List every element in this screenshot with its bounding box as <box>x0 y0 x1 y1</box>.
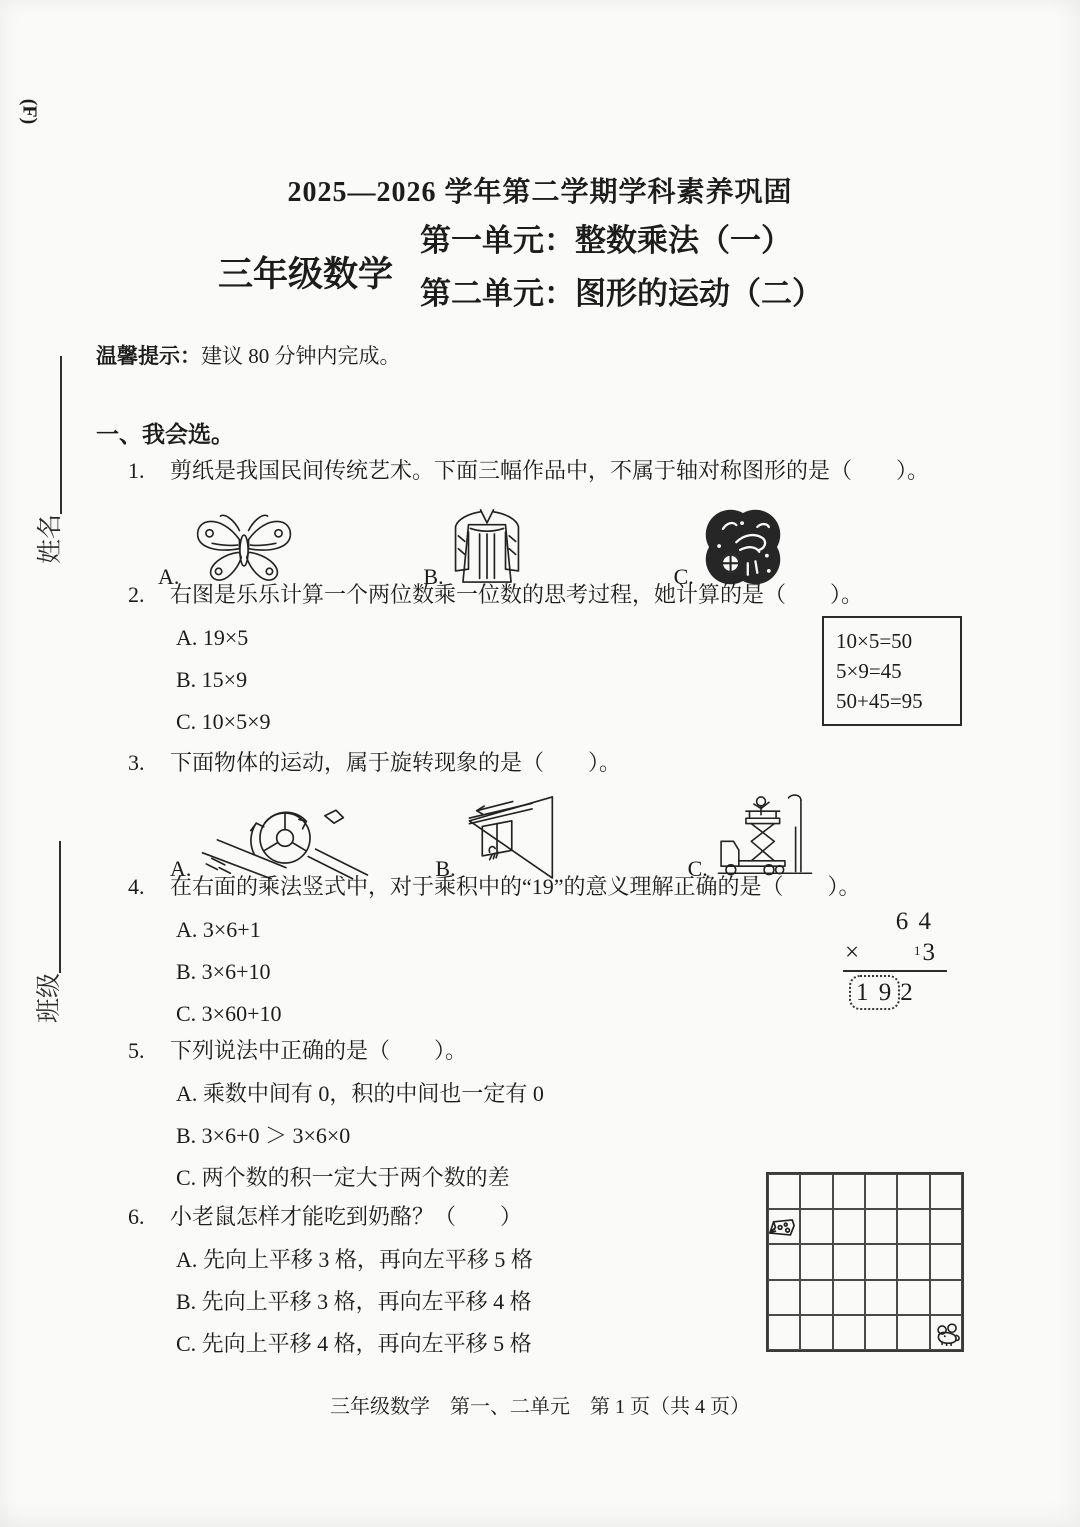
calculation-step: 10×5=50 <box>836 629 913 653</box>
option-b: B. 15×9 <box>176 667 248 692</box>
tip-line <box>96 340 401 370</box>
grid-cell <box>865 1174 897 1209</box>
grid-cell <box>865 1280 897 1315</box>
grid-cell <box>768 1315 800 1350</box>
option-a-label: A. <box>158 564 180 589</box>
corner-mark: (F) <box>18 98 41 125</box>
grid-cell <box>930 1280 962 1315</box>
option-b: B. 先向上平移 3 格，再向左平移 4 格 <box>176 1289 532 1314</box>
grid-cell <box>800 1315 832 1350</box>
class-blank-line <box>33 841 61 973</box>
multiplier: 3 <box>922 939 935 966</box>
option-c: C. 10×5×9 <box>176 709 271 734</box>
name-field <box>30 344 66 564</box>
grid-cell <box>897 1174 929 1209</box>
question-text: 下面物体的运动，属于旋转现象的是（ ）。 <box>170 750 622 775</box>
multiply-operator: × <box>845 939 860 966</box>
grid-cell <box>897 1244 929 1279</box>
option-b-group <box>423 502 523 590</box>
grid-cell <box>833 1280 865 1315</box>
question-number: 3. <box>128 750 145 775</box>
steering-wheel-image <box>197 794 373 882</box>
option-c: C. 两个数的积一定大于两个数的差 <box>176 1165 510 1190</box>
grid-cell <box>833 1174 865 1209</box>
calculation-step: 50+45=95 <box>836 689 923 713</box>
grid-cell <box>865 1315 897 1350</box>
multiplicand: 6 4 <box>895 908 933 935</box>
option-b-label: B. <box>423 564 444 589</box>
unit-titles <box>420 214 823 320</box>
option-c-group <box>688 790 816 882</box>
option-a: A. 乘数中间有 0，积的中间也一定有 0 <box>176 1081 544 1106</box>
name-label: 姓名 <box>37 513 64 564</box>
grid-cell <box>800 1280 832 1315</box>
question-1-images <box>128 494 988 590</box>
question-number: 1. <box>128 458 145 483</box>
grid-cell <box>865 1244 897 1279</box>
option-a: A. 先向上平移 3 格，再向左平移 5 格 <box>176 1247 533 1272</box>
unit-title-2: 第二单元：图形的运动（二） <box>420 276 823 311</box>
option-b-group <box>435 792 567 882</box>
horse-papercut-image <box>700 504 786 590</box>
question-number: 6. <box>128 1204 145 1229</box>
subject-title: 三年级数学 <box>218 255 394 294</box>
grid-cell <box>768 1174 800 1209</box>
option-c: C. 先向上平移 4 格，再向左平移 5 格 <box>176 1331 532 1356</box>
grid-cell <box>930 1209 962 1244</box>
question-text: 右图是乐乐计算一个两位数乘一位数的思考过程，她计算的是（ ）。 <box>170 582 864 607</box>
option-c-label: C. <box>687 856 708 881</box>
grid-cell <box>930 1174 962 1209</box>
product-highlight: 1 9 <box>849 975 900 1010</box>
question-text: 在右面的乘法竖式中，对于乘积中的“19”的意义理解正确的是（ ）。 <box>170 874 861 899</box>
question-6-grid-figure <box>766 1172 964 1352</box>
grid-cell <box>865 1209 897 1244</box>
section-title: 一、我会选。 <box>96 422 234 447</box>
question-6 <box>128 1202 748 1358</box>
option-c-label: C. <box>673 564 694 589</box>
option-a: A. 3×6+1 <box>176 917 261 942</box>
option-a: A. 19×5 <box>176 625 249 650</box>
question-text: 下列说法中正确的是（ ）。 <box>170 1038 468 1063</box>
product-tail: 2 <box>900 979 913 1006</box>
mouse-icon <box>934 1323 961 1346</box>
option-c: C. 3×60+10 <box>176 1001 282 1026</box>
grid-cell <box>930 1244 962 1279</box>
name-blank-line <box>34 356 62 514</box>
cheese-icon <box>768 1216 796 1237</box>
question-1 <box>128 456 988 590</box>
grid-cell <box>800 1209 832 1244</box>
grid-cell <box>768 1280 800 1315</box>
grid-cell <box>833 1244 865 1279</box>
tip-label: 温馨提示： <box>96 344 201 368</box>
option-a-group <box>170 794 373 882</box>
grid-cell <box>897 1209 929 1244</box>
grid-cell <box>833 1209 865 1244</box>
grid-cell <box>800 1244 832 1279</box>
option-b: B. 3×6+0 ＞ 3×6×0 <box>176 1123 351 1148</box>
question-3-images <box>128 786 988 882</box>
option-c-group <box>674 504 786 590</box>
calculation-box <box>822 616 962 726</box>
question-number: 2. <box>128 582 145 607</box>
class-label: 班级 <box>36 972 63 1023</box>
grid-cell <box>897 1315 929 1350</box>
cheese-cell <box>766 1208 799 1244</box>
carry-digit: 1 <box>914 943 921 958</box>
sliding-door-image <box>462 792 568 882</box>
question-number: 5. <box>128 1038 145 1063</box>
option-b-label: B. <box>435 856 456 881</box>
grid-cell <box>800 1174 832 1209</box>
question-5 <box>128 1036 988 1192</box>
question-text: 小老鼠怎样才能吃到奶酪？（ ） <box>170 1204 523 1229</box>
question-text: 剪纸是我国民间传统艺术。下面三幅作品中，不属于轴对称图形的是（ ）。 <box>170 458 930 483</box>
term-title: 2025—2026 学年第二学期学科素养巩固 <box>287 177 793 208</box>
butterfly-papercut-image <box>185 502 303 590</box>
clothing-papercut-image <box>450 502 524 590</box>
option-a-label: A. <box>170 856 192 881</box>
mouse-cell <box>931 1316 964 1352</box>
unit-title-1: 第一单元：整数乘法（一） <box>420 223 792 258</box>
question-number: 4. <box>128 874 145 899</box>
page-footer: 三年级数学 第一、二单元 第 1 页（共 4 页） <box>330 1396 750 1418</box>
option-b: B. 3×6+10 <box>176 959 271 984</box>
question-3 <box>128 748 988 882</box>
grid-cell <box>768 1244 800 1279</box>
option-a-group <box>158 502 303 590</box>
grid-cell <box>897 1280 929 1315</box>
class-field <box>29 829 65 1023</box>
lift-truck-image <box>714 790 816 882</box>
tip-text: 建议 80 分钟内完成。 <box>201 344 401 368</box>
vertical-multiplication <box>843 906 947 1010</box>
grid-cell <box>833 1315 865 1350</box>
calculation-step: 5×9=45 <box>836 659 902 683</box>
